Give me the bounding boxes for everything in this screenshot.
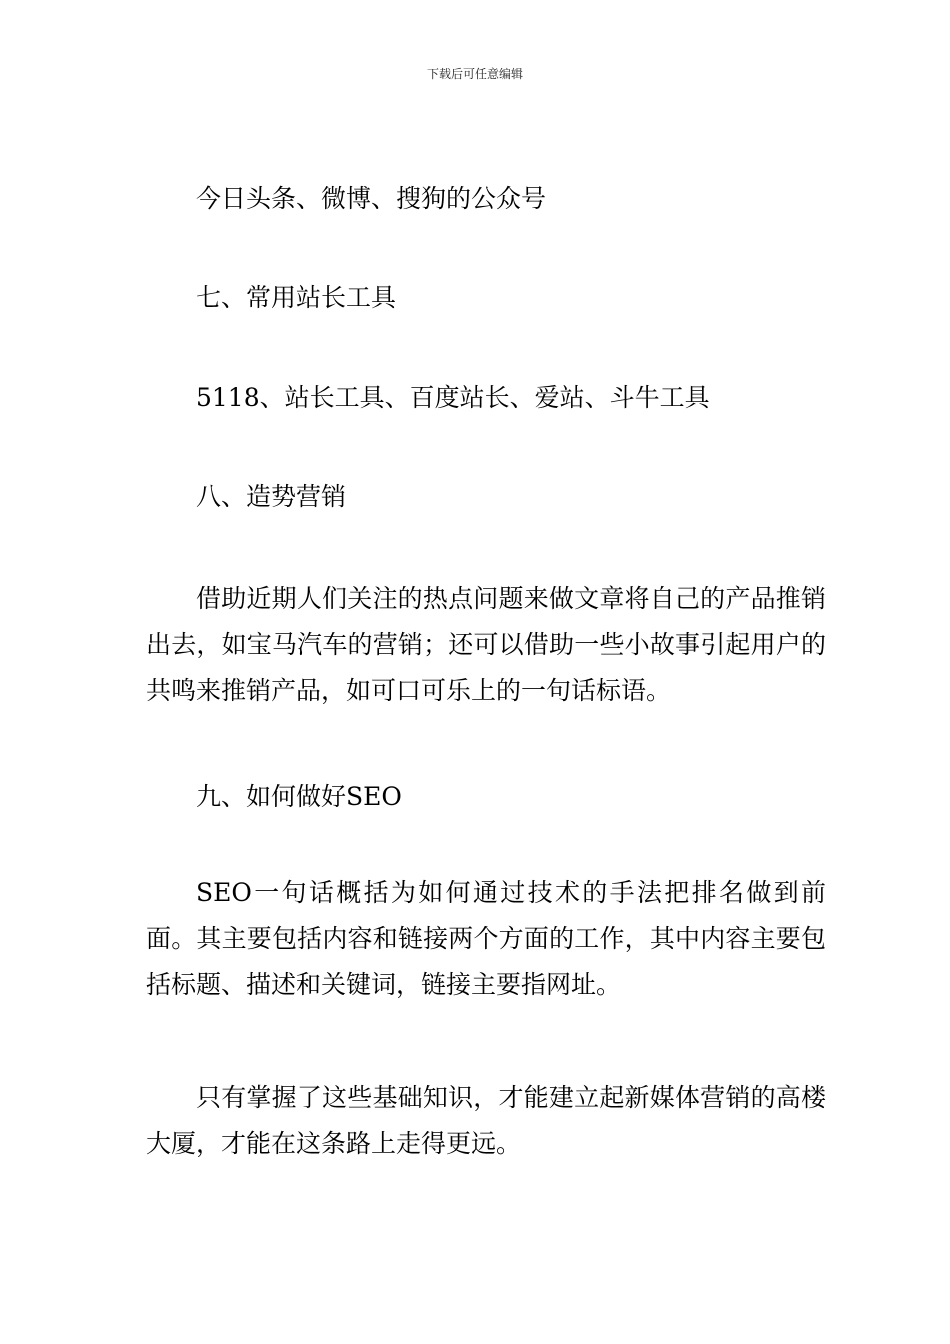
platform-list-line: 今日头条、微博、搜狗的公众号 xyxy=(196,184,547,213)
page-header: 下载后可任意编辑 xyxy=(426,67,523,81)
paragraph-momentum-marketing: 借助近期人们关注的热点问题来做文章将自己的产品推销出去，如宝马汽车的营销；还可以借助一些小故事引起用户的共鸣来推销产品，如可口可乐上的一句话标语。 xyxy=(146,584,826,705)
section-heading-9: 九、如何做好SEO xyxy=(196,782,402,811)
tools-list-line: 5118、站长工具、百度站长、爱站、斗牛工具 xyxy=(196,383,710,412)
section-heading-8: 八、造势营销 xyxy=(196,482,347,511)
paragraph-conclusion: 只有掌握了这些基础知识，才能建立起新媒体营销的高楼大厦，才能在这条路上走得更远。 xyxy=(146,1083,826,1158)
section-heading-7: 七、常用站长工具 xyxy=(196,283,397,312)
paragraph-seo: SEO一句话概括为如何通过技术的手法把排名做到前面。其主要包括内容和链接两个方面的工作，其中内容主要包括标题、描述和关键词，链接主要指网址。 xyxy=(146,878,826,999)
